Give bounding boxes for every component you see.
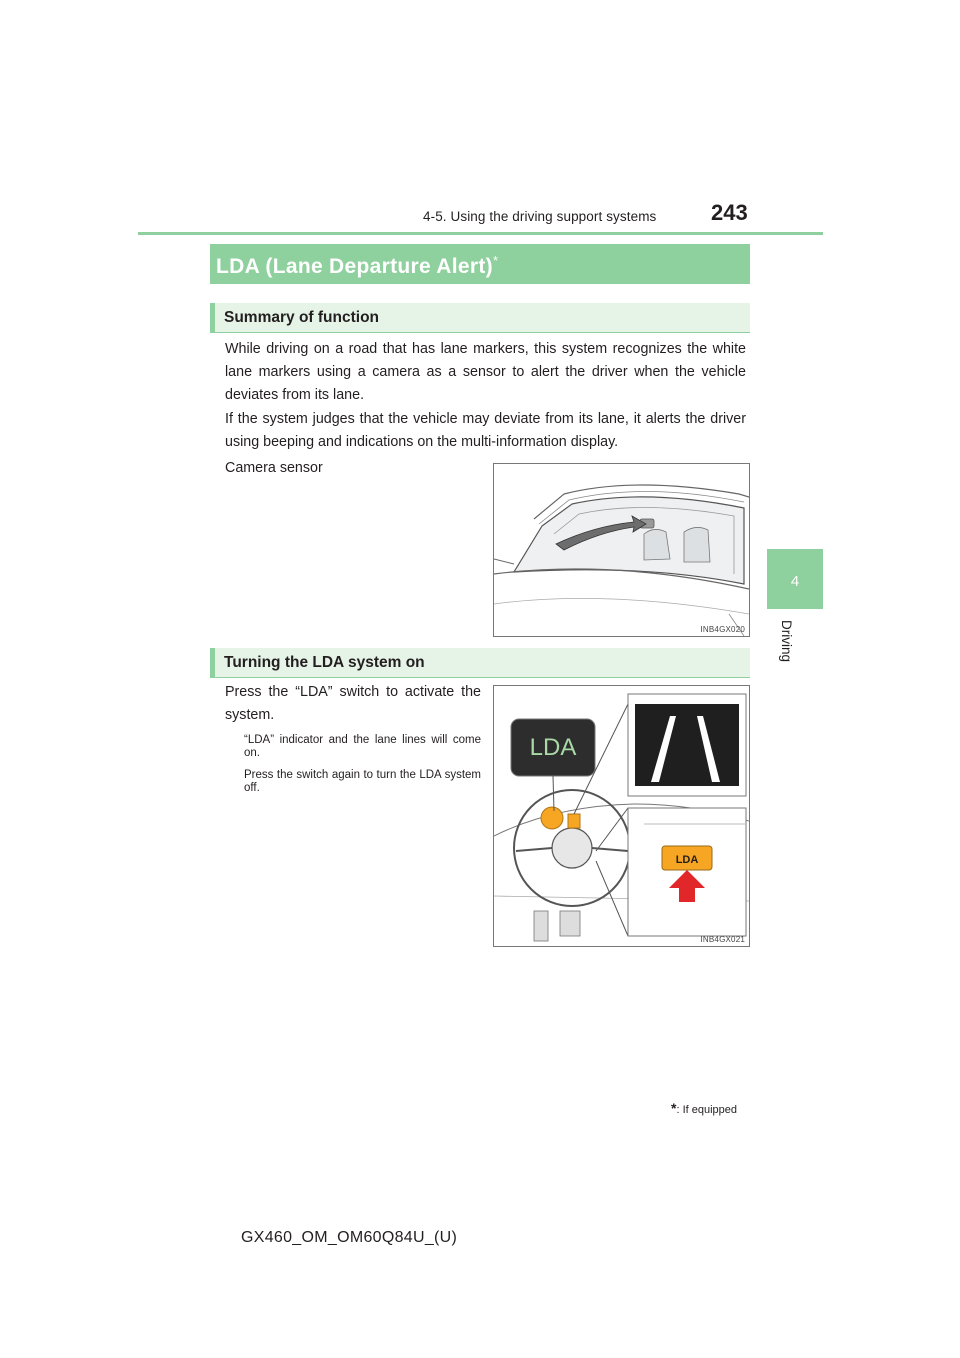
- lda-switch-figure: [493, 685, 750, 947]
- chapter-number: 4: [790, 573, 800, 590]
- summary-paragraph-2: If the system judges that the vehicle may deviate from its lane, it alerts the driver using beeping and indications on the multi-information display.: [225, 411, 746, 450]
- figure-code-2: INB4GX021: [700, 935, 745, 944]
- page-title: [216, 253, 498, 279]
- footnote-text: : If equipped: [676, 1104, 738, 1116]
- turning-on-note-2: Press the switch again to turn the LDA system off.: [244, 769, 481, 794]
- footnote-mark: *: [671, 1100, 677, 1116]
- lda-indicator-text: LDA: [529, 734, 577, 761]
- page-number: 243: [711, 200, 748, 225]
- summary-heading: Summary of function: [224, 309, 380, 326]
- footnote: [671, 1100, 737, 1116]
- chapter-label-container: [780, 620, 820, 680]
- summary-paragraph-1: While driving on a road that has lane markers, this system recognizes the white lane markers using a camera as a sensor to alert the driver when the vehicle deviates from its lane.: [225, 341, 746, 403]
- figure-code-1: INB4GX020: [700, 625, 745, 634]
- turning-on-heading-bar: [210, 648, 750, 678]
- turning-on-note-1: “LDA” indicator and the lane lines will come on.: [244, 734, 481, 759]
- camera-sensor-label: Camera sensor: [225, 460, 323, 476]
- section-header: 4-5. Using the driving support systems: [423, 209, 657, 224]
- summary-heading-bar: [210, 303, 750, 333]
- equipped-mark: *: [492, 253, 499, 268]
- page-title-text: LDA (Lane Departure Alert): [216, 255, 493, 278]
- header-rule: [138, 232, 823, 235]
- windshield-illustration: [494, 464, 749, 636]
- camera-sensor-figure: [493, 463, 750, 637]
- dashboard-illustration: [494, 686, 749, 946]
- chapter-label: Driving: [779, 620, 794, 663]
- manual-code: GX460_OM_OM60Q84U_(U): [241, 1229, 458, 1246]
- turning-on-instruction: Press the “LDA” switch to activate the system.: [225, 684, 481, 723]
- lda-switch-label: LDA: [675, 854, 699, 866]
- turning-on-heading: Turning the LDA system on: [224, 654, 425, 671]
